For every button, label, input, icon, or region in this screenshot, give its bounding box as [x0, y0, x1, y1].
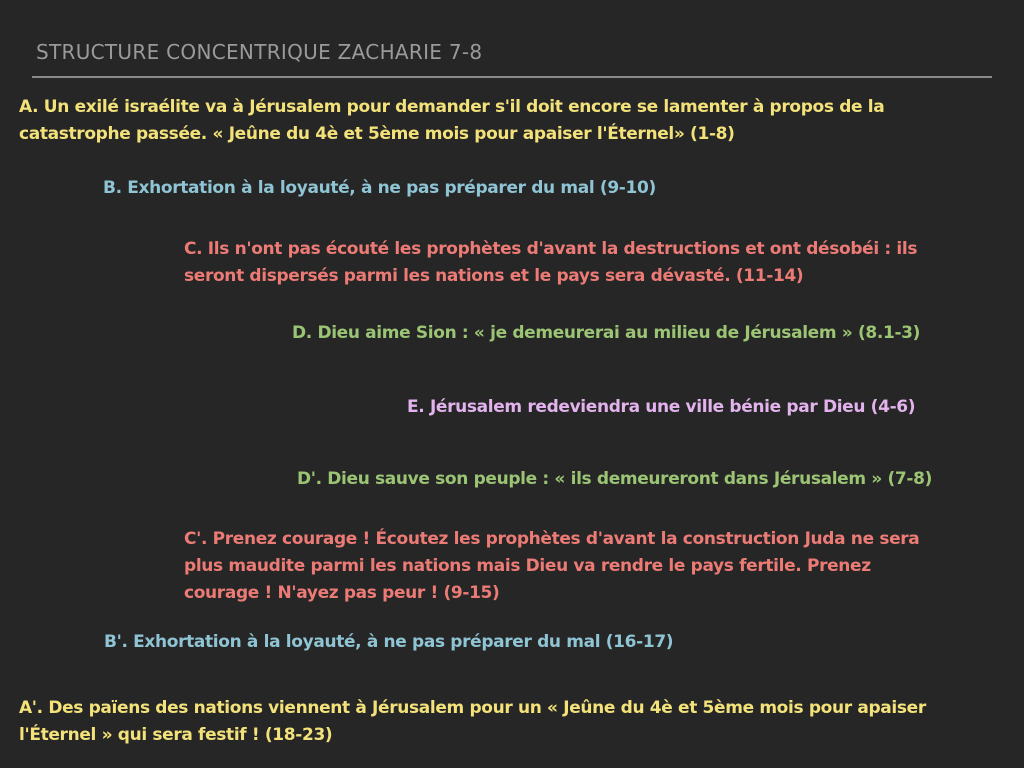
section-e	[407, 394, 915, 421]
section-c-line-2: seront dispersés parmi les nations et le pays sera dévasté. (11-14)	[184, 266, 804, 286]
section-c-prime	[184, 526, 919, 607]
section-d-line-1: D. Dieu aime Sion : « je demeurerai au milieu de Jérusalem » (8.1-3)	[292, 323, 921, 343]
section-a-line-1: A. Un exilé israélite va à Jérusalem pour demander s'il doit encore se lamenter à propos de la	[19, 97, 885, 117]
section-c-line-1: C. Ils n'ont pas écouté les prophètes d'avant la destructions et ont désobéi : ils	[184, 239, 918, 259]
section-b-line-1: B. Exhortation à la loyauté, à ne pas préparer du mal (9-10)	[103, 178, 656, 198]
slide-title: STRUCTURE CONCENTRIQUE ZACHARIE 7-8	[36, 40, 483, 64]
section-a-line-2: catastrophe passée. « Jeûne du 4è et 5ème mois pour apaiser l'Éternel» (1-8)	[19, 124, 735, 144]
section-b	[103, 175, 656, 202]
section-a	[19, 94, 884, 148]
section-d	[292, 320, 920, 347]
section-d-prime-line-1: D'. Dieu sauve son peuple : « ils demeureront dans Jérusalem » (7-8)	[297, 469, 933, 489]
title-divider	[32, 76, 992, 78]
section-b-prime-line-1: B'. Exhortation à la loyauté, à ne pas préparer du mal (16-17)	[104, 632, 674, 652]
section-c-prime-line-3: courage ! N'ayez pas peur ! (9-15)	[184, 583, 500, 603]
section-a-prime-line-1: A'. Des païens des nations viennent à Jérusalem pour un « Jeûne du 4è et 5ème mois pour apaiser	[19, 698, 926, 718]
section-c-prime-line-1: C'. Prenez courage ! Écoutez les prophètes d'avant la construction Juda ne sera	[184, 529, 920, 549]
section-d-prime	[297, 466, 932, 493]
section-a-prime	[19, 695, 926, 749]
section-c	[184, 236, 917, 290]
section-a-prime-line-2: l'Éternel » qui sera festif ! (18-23)	[19, 725, 333, 745]
section-c-prime-line-2: plus maudite parmi les nations mais Dieu va rendre le pays fertile. Prenez	[184, 556, 871, 576]
section-e-line-1: E. Jérusalem redeviendra une ville bénie par Dieu (4-6)	[407, 397, 916, 417]
section-b-prime	[104, 629, 673, 656]
